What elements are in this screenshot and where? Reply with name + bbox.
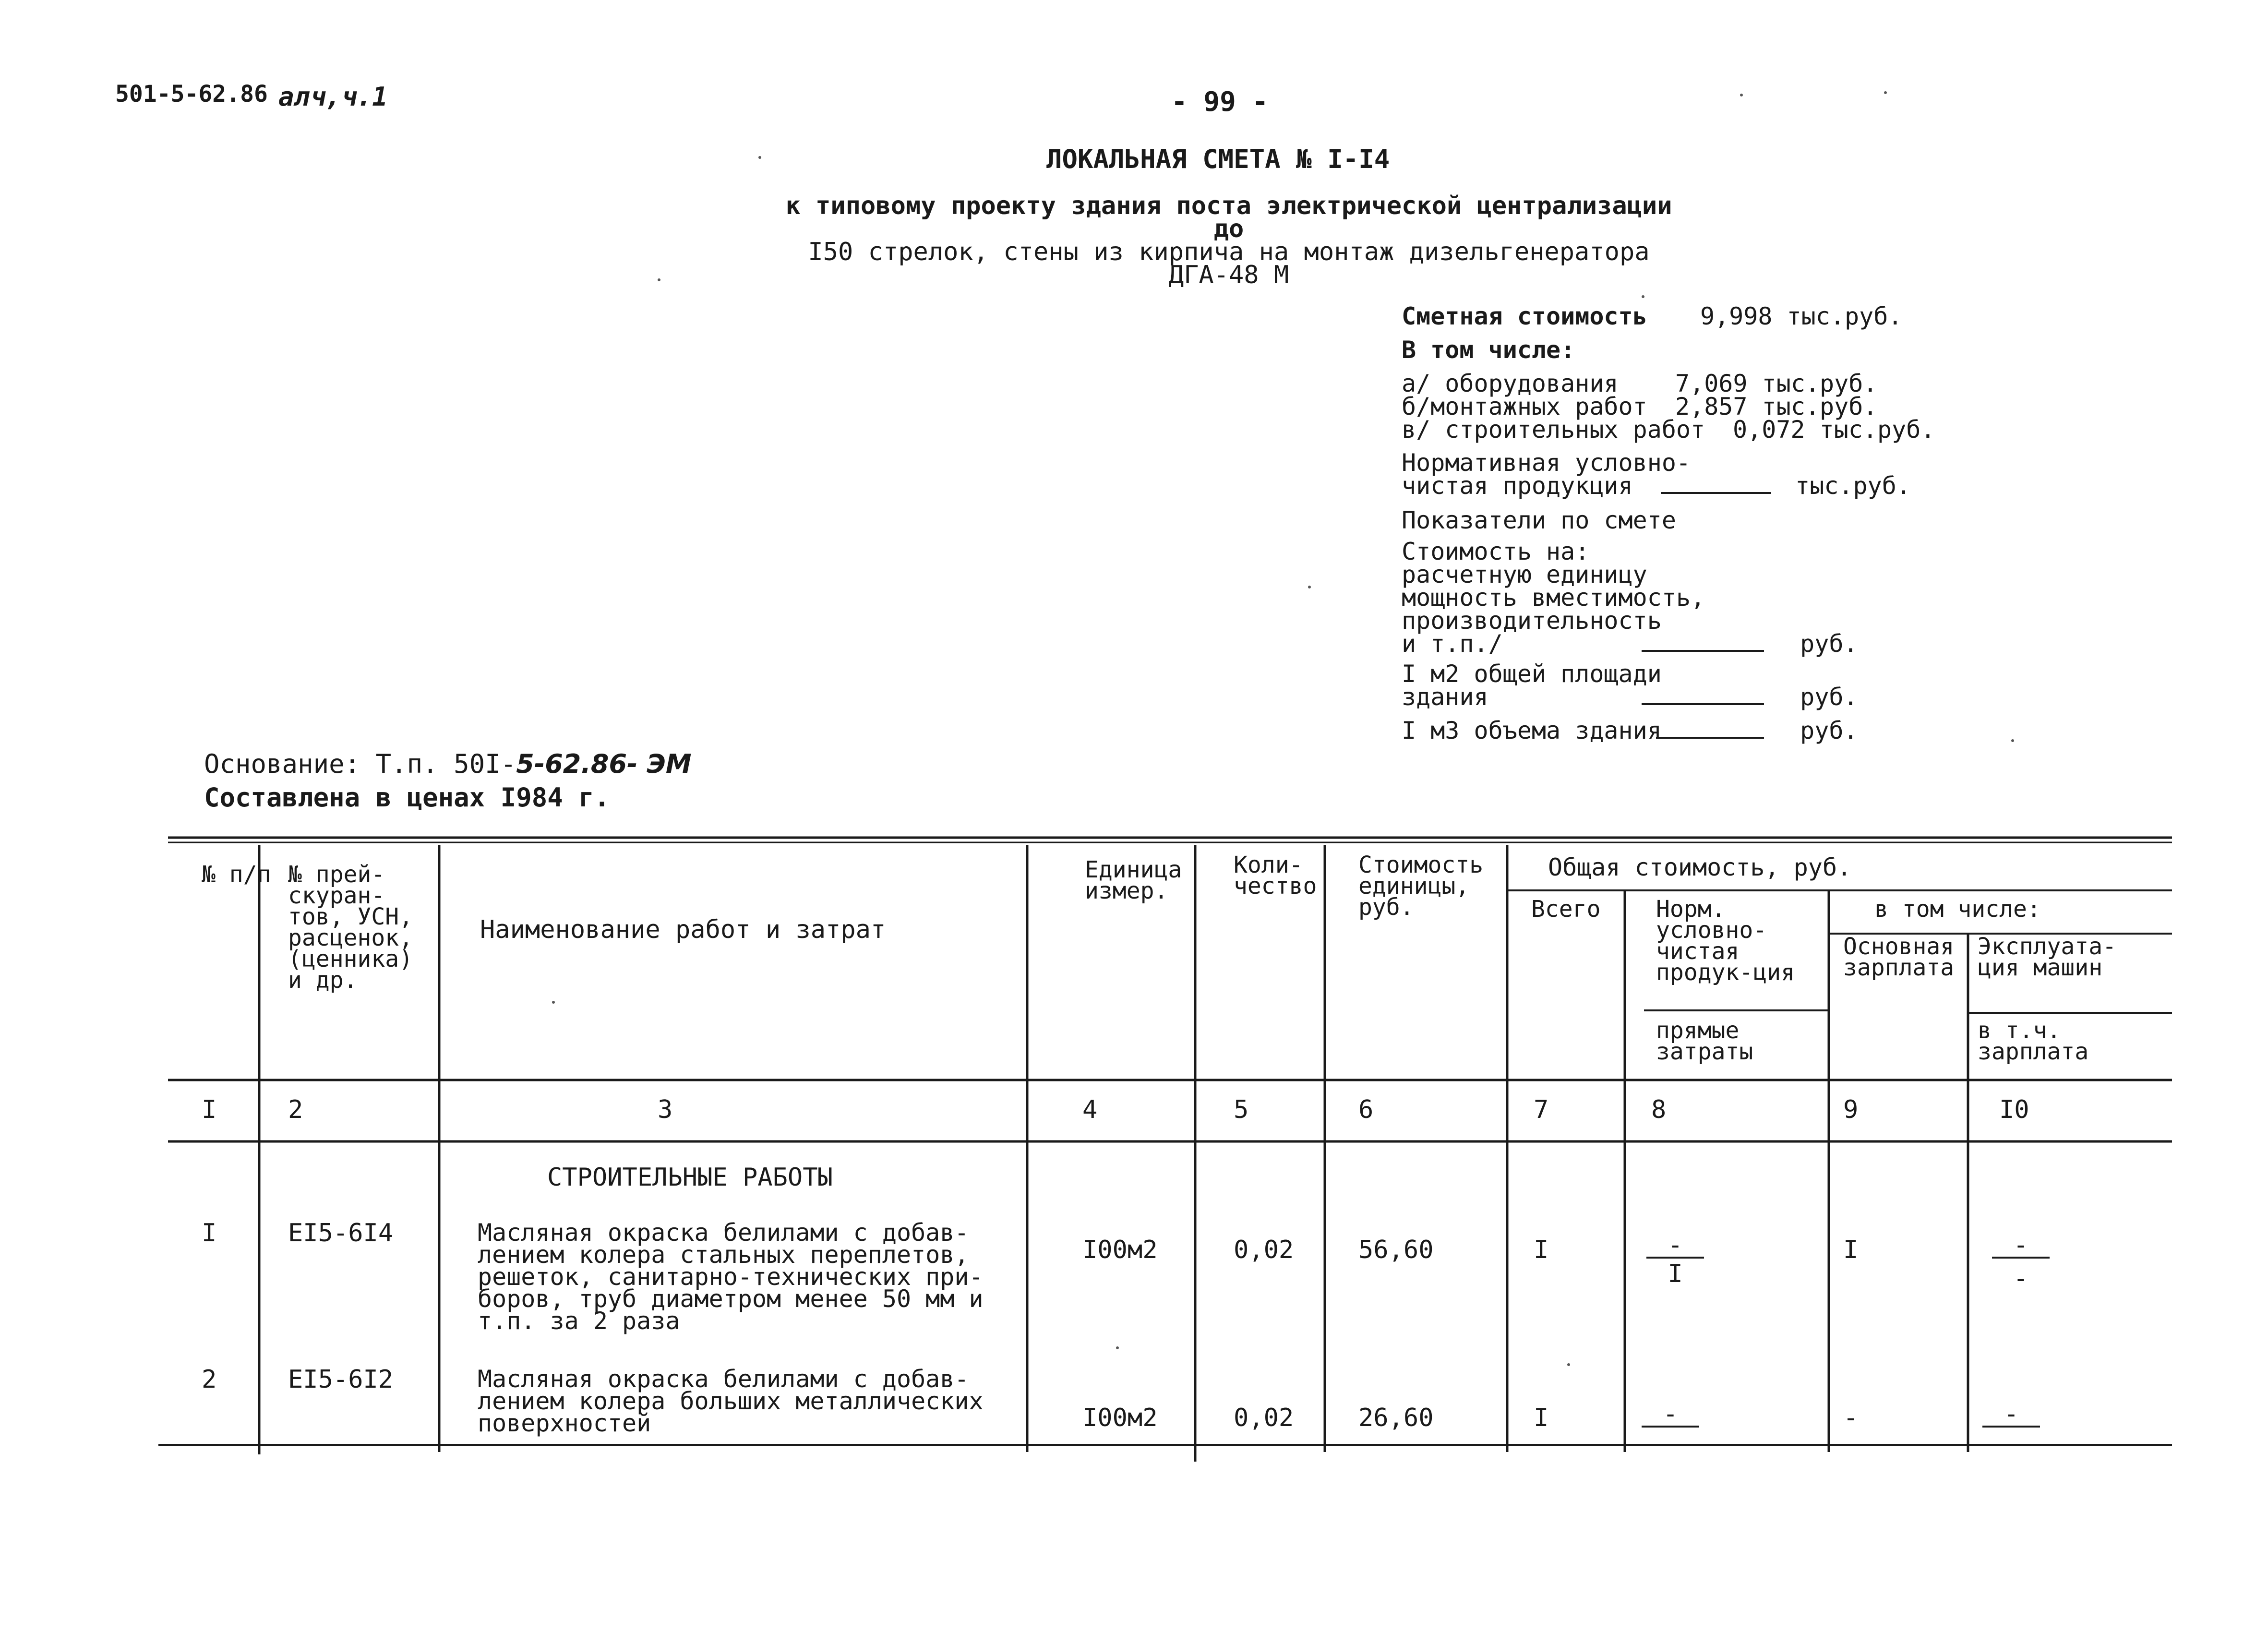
subtitle-line-1: к типовому проекту здания поста электрической централизации до [785,192,1672,243]
handwritten-note: алч,ч.1 [278,82,388,112]
column-number-2: 2 [288,1095,303,1124]
header-machine-use: Эксплуата-ция машин [1978,933,2116,981]
basis-handwritten: 5-62.86- ЭМ [516,749,692,779]
header-including: в том числе: [1874,896,2041,923]
scan-speck [2011,739,2014,742]
column-number-7: 7 [1534,1095,1549,1124]
cost-per-line-5: и т.п./ [1402,630,1503,658]
row-1-salary: I [1843,1236,1859,1264]
basis-label: Основание: Т.п. 50I- [204,749,516,779]
row-1-machine-bottom: - [2013,1264,2028,1293]
row-1-norm-bottom: I [1668,1260,1683,1288]
row-1-machine-top: - [1992,1234,2050,1259]
header-machine-salary: в т.ч. зарплата [1978,1017,2089,1065]
volume-label: I м3 объема здания [1402,717,1662,744]
installation-label: б/монтажных работ [1402,393,1647,420]
including-label: В том числе: [1402,336,1575,364]
section-title: СТРОИТЕЛЬНЫЕ РАБОТЫ [547,1163,833,1192]
header-row-number: № п/п [202,861,271,888]
header-price-list: № прей-скуран-тов, УСН, расценок, (ценника) и др. [288,861,413,994]
row-2-quantity: 0,02 [1234,1404,1294,1432]
column-number-8: 8 [1651,1095,1667,1124]
row-1-description [478,1219,984,1335]
header-normative: Норм. условно-чистая продук-ция [1656,896,1795,986]
column-number-5: 5 [1234,1095,1249,1124]
header-total: Всего [1531,896,1601,923]
scan-speck [1642,295,1644,298]
row-2-machine-top: - [1982,1403,2040,1428]
header-unit: Единица измер. [1085,856,1182,904]
indicators-label: Показатели по смете [1402,506,1676,534]
row-2-desc-line-3: поверхностей [478,1409,651,1437]
header-base-salary: Основная зарплата [1843,933,1955,981]
header-quantity: Коли-чество [1234,852,1317,900]
page-number: - 99 - [1171,86,1269,118]
scan-speck [552,1001,555,1004]
header-work-name: Наименование работ и затрат [480,915,886,944]
normative-line-1: Нормативная условно- [1402,449,1691,477]
scan-speck [1740,94,1743,96]
cost-per-line-1: Стоимость на: [1402,538,1590,565]
header-unit-cost: Стоимость единицы, руб. [1358,852,1484,921]
prices-year: Составлена в ценах I984 г. [204,782,610,813]
row-2-unit: I00м2 [1082,1404,1158,1432]
column-number-4: 4 [1082,1095,1098,1124]
row-2-total: I [1534,1404,1549,1432]
row-1-desc-line-5: т.п. за 2 раза [478,1307,680,1335]
row-2-number: 2 [202,1365,217,1394]
row-2-desc-line-2: лением колера больших металлических [478,1387,984,1415]
equipment-label: а/ оборудования [1402,370,1619,397]
column-number-10: I0 [1999,1095,2029,1124]
row-1-total: I [1534,1236,1549,1264]
row-2-salary: - [1843,1404,1859,1432]
subtitle-line-2: I50 стрелок, стены из кирпича на монтаж дизельгенератора [808,238,1650,266]
normative-line-2: чистая продукция [1402,472,1633,500]
cost-per-line-4: производительность [1402,607,1662,635]
header-direct-costs: прямые затраты [1656,1017,1753,1065]
row-1-number: I [202,1219,217,1248]
document-title: ЛОКАЛЬНАЯ СМЕТА № I-I4 [1046,144,1390,174]
installation-value: 2,857 тыс.руб. [1675,393,1878,420]
header-total-group: Общая стоимость, руб. [1548,853,1852,881]
estimated-cost-value: 9,998 тыс.руб. [1700,302,1903,330]
row-1-unit-price: 56,60 [1358,1236,1434,1264]
row-1-desc-line-2: лением колера стальных переплетов, [478,1241,969,1269]
row-1-desc-line-4: боров, труб диаметром менее 50 мм и [478,1285,984,1313]
scan-speck [758,156,761,159]
row-1-code: ЕI5-6I4 [288,1219,394,1248]
row-2-desc-line-1: Масляная окраска белилами с добав- [478,1365,969,1393]
area-unit: руб. [1800,683,1858,711]
normative-unit: тыс.руб. [1795,472,1911,500]
scan-speck [1567,1363,1570,1366]
row-2-norm-top: - [1642,1403,1699,1428]
scan-speck [1884,91,1887,94]
cost-per-line-3: мощность вместимость, [1402,584,1705,612]
scan-speck [658,278,660,281]
subtitle-line-3: ДГА-48 М [1168,261,1289,289]
document-serial: 501-5-62.86 [115,81,268,108]
row-1-unit: I00м2 [1082,1236,1158,1264]
row-2-description [478,1365,984,1437]
equipment-value: 7,069 тыс.руб. [1675,370,1878,397]
construction-value: 0,072 тыс.руб. [1733,416,1935,444]
cost-per-line-2: расчетную единицу [1402,561,1647,588]
row-1-quantity: 0,02 [1234,1236,1294,1264]
row-1-norm-top: - [1646,1234,1704,1259]
area-line-2: здания [1402,683,1488,711]
row-1-desc-line-1: Масляная окраска белилами с добав- [478,1219,969,1247]
scan-speck [1116,1346,1119,1349]
row-2-unit-price: 26,60 [1358,1404,1434,1432]
column-number-1: I [202,1095,217,1124]
column-number-9: 9 [1843,1095,1859,1124]
estimated-cost-label: Сметная стоимость [1402,302,1647,330]
scan-speck [1308,586,1311,588]
area-line-1: I м2 общей площади [1402,660,1662,688]
cost-per-unit-label: руб. [1800,630,1858,658]
row-2-code: ЕI5-6I2 [288,1365,394,1394]
column-number-3: 3 [658,1095,673,1124]
column-number-6: 6 [1358,1095,1374,1124]
volume-unit: руб. [1800,717,1858,744]
construction-label: в/ строительных работ [1402,416,1705,444]
row-1-desc-line-3: решеток, санитарно-технических при- [478,1263,984,1291]
